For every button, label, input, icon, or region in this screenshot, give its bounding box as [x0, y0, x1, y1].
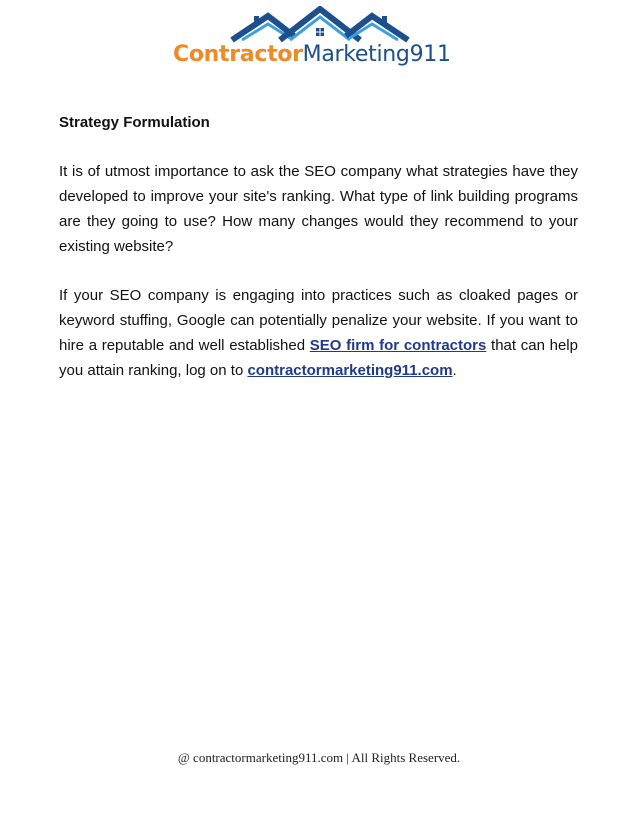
- website-link[interactable]: contractormarketing911.com: [247, 362, 453, 379]
- paragraph-seo-practices: [59, 283, 578, 383]
- seo-firm-link[interactable]: SEO firm for contractors: [309, 337, 487, 354]
- logo-text-marketing: Marketing911: [302, 42, 451, 67]
- logo-wordmark: [173, 42, 451, 67]
- document-body: [59, 110, 578, 407]
- paragraph2-text-2: that can help you attain ranking, log on to: [59, 337, 578, 379]
- paragraph2-text-1: If your SEO company is engaging into practices such as cloaked pages or keyword stuffing, Google can potentially penalize your website. If you want to hire a reputable and well established: [59, 287, 578, 354]
- paragraph2-text-3: .: [452, 362, 457, 379]
- house-roof-icon: [170, 6, 470, 46]
- company-logo: [170, 6, 470, 72]
- paragraph-strategies: It is of utmost importance to ask the SEO company what strategies have they developed to improve your site's ranking. What type of link building programs are they going to use? How many changes would they recommend to your existing website?: [59, 163, 578, 255]
- page-footer: @ contractormarketing911.com | All Rights Reserved.: [177, 750, 461, 765]
- logo-text-contractor: Contractor: [173, 42, 303, 67]
- section-heading: Strategy Formulation: [59, 114, 210, 131]
